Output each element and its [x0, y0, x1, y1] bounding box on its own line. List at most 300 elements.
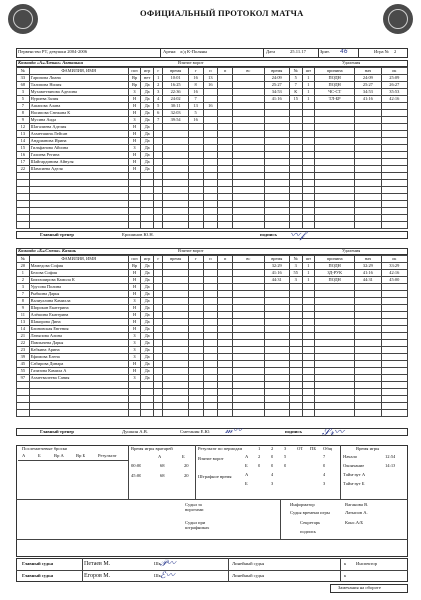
- team-b-row-cell: [218, 382, 233, 389]
- team-a-row-cell: [141, 208, 154, 215]
- period-cell: 5: [284, 455, 287, 459]
- team-a-row-cell: [163, 180, 188, 187]
- team-a-row-cell: Насипова Снежана К: [29, 110, 128, 117]
- team-b-row-cell: [315, 354, 355, 361]
- team-b-row-cell: Валиуллина Камилла: [29, 298, 128, 305]
- team-a-row-cell: 68: [17, 82, 30, 89]
- team-b-row: [17, 347, 408, 354]
- team-a-row-cell: 16: [188, 75, 203, 82]
- arena: л/д К-Поляны: [180, 50, 208, 54]
- team-b-row-cell: [153, 340, 162, 347]
- goalie-b2-2: 20: [184, 474, 189, 478]
- team-a-row-cell: [355, 159, 381, 166]
- team-a-row-cell: Галиева Регина: [29, 152, 128, 159]
- team-b-row-cell: [233, 326, 265, 333]
- team-b-row-cell: [315, 368, 355, 375]
- team-b-row-cell: [355, 361, 381, 368]
- team-b-row-cell: 39: [17, 354, 30, 361]
- team-a-row-cell: Да: [141, 131, 154, 138]
- team-b-row-cell: Да: [141, 291, 154, 298]
- main-ref-label-1: Главный судья: [22, 562, 54, 566]
- goal-judges-label: Судьи за воротами: [185, 503, 204, 512]
- team-a-row-cell: [188, 201, 203, 208]
- team-b-row-cell: 7: [17, 291, 30, 298]
- team-a-row-cell: [289, 159, 302, 166]
- team-b-row-cell: [355, 326, 381, 333]
- team-a-row-cell: 14: [17, 138, 30, 145]
- team-b-row-cell: Ахметвалеева Сания: [29, 375, 128, 382]
- team-b-row-cell: [302, 410, 315, 417]
- team-b-name: «Смена» Казань: [43, 249, 76, 253]
- team-a-row-cell: [233, 159, 265, 166]
- team-b-row-cell: [203, 298, 218, 305]
- team-b-row-cell: [153, 291, 162, 298]
- team-a-row-cell: [302, 173, 315, 180]
- team-b-row-cell: [128, 389, 141, 396]
- team-a-row-cell: [381, 159, 407, 166]
- team-b-row-cell: 1: [17, 270, 30, 277]
- team-b-row-cell: [302, 368, 315, 375]
- team-a-row-cell: [302, 159, 315, 166]
- team-a-row-cell: [218, 180, 233, 187]
- informer: Ваганова В.: [345, 503, 369, 507]
- team-b-row-cell: [188, 312, 203, 319]
- team-a-row-cell: [289, 145, 302, 152]
- team-a-row-cell: ТЛ-БР: [315, 96, 355, 103]
- team-a-row-cell: [355, 187, 381, 194]
- team-a-row-cell: [203, 222, 218, 229]
- team-a-row-cell: [218, 159, 233, 166]
- col-goal-assist1: п: [203, 68, 218, 75]
- team-b-row-cell: [218, 312, 233, 319]
- team-b-row-cell: [233, 375, 265, 382]
- team-b-row-cell: [289, 389, 302, 396]
- championship: Первенство РТ, девушки 2004-2006: [18, 50, 88, 54]
- team-b-row-cell: Да: [141, 263, 154, 270]
- team-a-row: [17, 110, 408, 117]
- team-a-row-cell: [17, 222, 30, 229]
- game-label: Игра №: [374, 50, 390, 54]
- col-goal-assist2: п: [218, 256, 233, 263]
- team-a-row-cell: Гильфанова Айсина: [29, 145, 128, 152]
- team-a-row-cell: нет: [141, 75, 154, 82]
- team-a-row-cell: [163, 222, 188, 229]
- team-a-row-cell: 22:36: [163, 89, 188, 96]
- team-a-row-cell: Да: [141, 152, 154, 159]
- col-goal-assist1: п: [203, 256, 218, 263]
- team-a-row-cell: [355, 138, 381, 145]
- team-a-row-cell: [302, 208, 315, 215]
- team-b-row-cell: [29, 396, 128, 403]
- team-a-row-cell: 34:53: [355, 89, 381, 96]
- team-b-row-cell: [355, 305, 381, 312]
- team-b-row-cell: [29, 403, 128, 410]
- team-b-row: [17, 396, 408, 403]
- team-a-row-cell: 35:53: [381, 89, 407, 96]
- team-b-row-cell: [264, 340, 289, 347]
- team-b-row-cell: [188, 354, 203, 361]
- team-b-row-cell: [141, 389, 154, 396]
- team-a-row-cell: [355, 124, 381, 131]
- team-a-row-cell: [302, 180, 315, 187]
- team-b-row-cell: [233, 396, 265, 403]
- team-b-row-cell: [188, 410, 203, 417]
- team-b-row: [17, 319, 408, 326]
- team-a-row-cell: Да: [141, 138, 154, 145]
- team-b-row: [17, 410, 408, 417]
- team-a-row-cell: [264, 166, 289, 173]
- team-b-row-cell: [218, 263, 233, 270]
- team-a-row-cell: [203, 131, 218, 138]
- team-a-row-cell: [315, 194, 355, 201]
- team-a-row-cell: [315, 201, 355, 208]
- team-a-row-cell: [355, 110, 381, 117]
- team-a-row-cell: [302, 194, 315, 201]
- team-a-row-cell: [218, 89, 233, 96]
- team-b-row-cell: [141, 403, 154, 410]
- team-b-row-cell: Н: [128, 284, 141, 291]
- team-a-row-cell: 13: [203, 75, 218, 82]
- team-a-row-cell: 26:27: [381, 82, 407, 89]
- team-b-row-cell: 44:31: [264, 277, 289, 284]
- time-row-label: Тайм-аут А: [343, 473, 366, 477]
- team-a-row-cell: [128, 208, 141, 215]
- team-b-row-cell: [153, 312, 162, 319]
- team-b-row-cell: Н: [128, 270, 141, 277]
- team-b-row-cell: З: [128, 298, 141, 305]
- team-a-row-cell: 16: [203, 82, 218, 89]
- team-b-row-cell: [218, 396, 233, 403]
- team-b-row-cell: [203, 319, 218, 326]
- team-a-row-cell: [141, 187, 154, 194]
- team-a-row-cell: [153, 201, 162, 208]
- team-b-row-cell: Да: [141, 326, 154, 333]
- team-a-row-cell: [218, 222, 233, 229]
- team-a-row-cell: [264, 145, 289, 152]
- team-b-row-cell: [355, 284, 381, 291]
- ref-2: Егоров М.: [84, 573, 111, 579]
- team-a-row-cell: Н: [128, 96, 141, 103]
- period-cell: Б: [245, 464, 248, 468]
- team-a-row-cell: 30:11: [163, 103, 188, 110]
- team-b-sign-label: подпись: [285, 430, 302, 434]
- team-b-row-cell: [289, 403, 302, 410]
- team-a-row-cell: [29, 173, 128, 180]
- team-a-row-cell: [233, 187, 265, 194]
- team-a-row-cell: Н: [128, 124, 141, 131]
- team-b-row-cell: [153, 284, 162, 291]
- team-b-row-cell: [188, 389, 203, 396]
- team-b-row: [17, 277, 408, 284]
- team-a-row-cell: Н: [128, 159, 141, 166]
- period-cell: 0: [271, 455, 274, 459]
- team-b-row-cell: [264, 326, 289, 333]
- team-b-row-cell: [128, 382, 141, 389]
- team-b-row-cell: [188, 396, 203, 403]
- team-b-row-cell: Кабкина Арина: [29, 347, 128, 354]
- team-b-row-cell: [218, 333, 233, 340]
- team-b-row-cell: [289, 347, 302, 354]
- team-a-row-cell: Да: [141, 82, 154, 89]
- team-b-row-cell: [289, 382, 302, 389]
- team-b-row-cell: [355, 410, 381, 417]
- team-b-coach-signature: 𝒮𝓇〰: [322, 427, 344, 438]
- period-cell: 0: [323, 464, 326, 468]
- team-b-row-cell: [264, 284, 289, 291]
- team-b-row-cell: [381, 382, 407, 389]
- team-a-row-cell: 42:16: [381, 96, 407, 103]
- col-play: игр: [141, 256, 154, 263]
- team-b-row-cell: [163, 319, 188, 326]
- team-a-row-cell: [17, 187, 30, 194]
- team-b-row-cell: [315, 333, 355, 340]
- team-a-row-cell: [218, 96, 233, 103]
- team-b-row-cell: 33:29: [381, 263, 407, 270]
- team-a-row-cell: [218, 187, 233, 194]
- team-a-row-cell: [233, 208, 265, 215]
- team-b-row-cell: [29, 389, 128, 396]
- team-a-row-cell: [163, 173, 188, 180]
- team-a-row-cell: [264, 138, 289, 145]
- team-a-row-cell: [289, 201, 302, 208]
- team-b-row-cell: [233, 382, 265, 389]
- team-a-sign-label: подпись: [260, 233, 277, 237]
- team-b-row-cell: [203, 312, 218, 319]
- team-a-coach-label: Главный тренер: [40, 233, 74, 237]
- team-a-row-cell: [17, 194, 30, 201]
- team-a-row-cell: [302, 201, 315, 208]
- team-a-row-cell: [163, 201, 188, 208]
- team-a-row-cell: 7: [17, 103, 30, 110]
- team-a-row-cell: [302, 124, 315, 131]
- team-b-row-cell: Да: [141, 270, 154, 277]
- informer-label: Информатор: [290, 503, 315, 507]
- team-b-row-cell: [355, 382, 381, 389]
- team-a-row-cell: [141, 215, 154, 222]
- team-a-row-cell: [163, 187, 188, 194]
- col-pen-reason: причина: [315, 68, 355, 75]
- team-b-row-cell: Блиновская Евгения: [29, 326, 128, 333]
- team-a-row-cell: [233, 194, 265, 201]
- inspector-label: Инспектор: [356, 562, 378, 566]
- team-a-row-cell: 34:53: [264, 89, 289, 96]
- team-b-row-cell: [302, 291, 315, 298]
- team-b-row-cell: 23: [17, 347, 30, 354]
- team-a-row-cell: [381, 110, 407, 117]
- team-b-row-cell: [315, 403, 355, 410]
- team-a-row-cell: [233, 131, 265, 138]
- team-b-row-cell: [302, 396, 315, 403]
- team-b-row-cell: [302, 403, 315, 410]
- team-b-row-cell: Да: [141, 305, 154, 312]
- team-b-row-cell: Латыпова Алина: [29, 333, 128, 340]
- secretary: Латыпов А.: [345, 511, 368, 515]
- team-b-row-cell: [218, 368, 233, 375]
- team-b-row-cell: [218, 291, 233, 298]
- team-a-row-cell: Вр: [128, 82, 141, 89]
- team-b-row-cell: [381, 319, 407, 326]
- team-b-row: [17, 354, 408, 361]
- team-b-row-cell: [381, 312, 407, 319]
- team-b-row-cell: [203, 333, 218, 340]
- team-a-row-cell: [218, 124, 233, 131]
- team-b-row-cell: [355, 354, 381, 361]
- team-b-row-cell: [315, 375, 355, 382]
- team-a-row-cell: [355, 166, 381, 173]
- team-a-row-cell: Н: [128, 152, 141, 159]
- team-b-row-cell: [264, 333, 289, 340]
- team-a-row-cell: [302, 103, 315, 110]
- team-a-row-cell: [203, 145, 218, 152]
- team-a-row-cell: [188, 166, 203, 173]
- team-b-row-cell: [163, 333, 188, 340]
- col-pen-reason: причина: [315, 256, 355, 263]
- team-b-row-cell: [264, 298, 289, 305]
- goalie-a1-1: 00:00: [131, 464, 142, 468]
- team-b-row-cell: [218, 340, 233, 347]
- team-b-row-cell: [381, 410, 407, 417]
- date: 25.11.17: [290, 50, 306, 54]
- team-b-row-cell: [289, 305, 302, 312]
- team-a-row-cell: [218, 166, 233, 173]
- team-b-row-cell: 8: [17, 298, 30, 305]
- spectators: 46: [340, 49, 348, 55]
- team-a-row-cell: Мухаметзянова Аделина: [29, 89, 128, 96]
- team-a-row-cell: [289, 180, 302, 187]
- team-a-row-cell: [188, 138, 203, 145]
- team-b-row-cell: Н: [128, 312, 141, 319]
- team-b-row-cell: [153, 382, 162, 389]
- team-a-row-cell: [264, 131, 289, 138]
- team-b-row-cell: [233, 277, 265, 284]
- team-a-row: [17, 124, 408, 131]
- team-a-row-cell: [163, 131, 188, 138]
- team-a-row-cell: [29, 201, 128, 208]
- team-b-row-cell: [163, 403, 188, 410]
- team-a-row-cell: [355, 145, 381, 152]
- team-a-row-cell: Н: [128, 166, 141, 173]
- team-a-row-cell: [141, 180, 154, 187]
- team-a-row-cell: [233, 117, 265, 124]
- team-b-row-cell: [188, 333, 203, 340]
- team-b-coach2-signature: 𝓂〰: [225, 426, 242, 436]
- team-b-row-cell: [188, 277, 203, 284]
- team-b-row-cell: [203, 277, 218, 284]
- team-b-row-cell: [188, 368, 203, 375]
- team-a-row-cell: [264, 103, 289, 110]
- team-a-row: [17, 103, 408, 110]
- team-b-row-cell: [153, 375, 162, 382]
- team-b-row-cell: [302, 347, 315, 354]
- team-a-row-cell: 25:27: [355, 82, 381, 89]
- team-b-row-cell: [264, 361, 289, 368]
- team-a-row-cell: [141, 173, 154, 180]
- team-a-row-cell: Да: [141, 117, 154, 124]
- team-b-row-cell: [381, 389, 407, 396]
- team-a-row-cell: Н: [128, 110, 141, 117]
- team-b-row-cell: [17, 396, 30, 403]
- team-b-row-cell: [153, 389, 162, 396]
- team-b-row-cell: [264, 375, 289, 382]
- team-b-row-cell: [188, 270, 203, 277]
- ref-2-signature: ℰ〰: [160, 571, 175, 581]
- col-goal-scorer: г: [188, 68, 203, 75]
- team-b-row: [17, 298, 408, 305]
- team-a-row-cell: [264, 180, 289, 187]
- team-b-row-cell: [289, 326, 302, 333]
- team-b-row-cell: Да: [141, 284, 154, 291]
- period-cell: 3: [323, 482, 326, 486]
- team-b-row-cell: [163, 284, 188, 291]
- game-number: 2: [394, 50, 397, 54]
- team-b-row-cell: [302, 354, 315, 361]
- team-b-row: [17, 389, 408, 396]
- team-b-row-cell: [153, 410, 162, 417]
- team-b-row-cell: 13: [17, 319, 30, 326]
- team-b-row-cell: [381, 368, 407, 375]
- team-a-row-cell: [355, 117, 381, 124]
- team-b-row-cell: [203, 361, 218, 368]
- goalie-a1-2: 45:00: [131, 474, 142, 478]
- team-a-row-cell: [29, 208, 128, 215]
- team-a-row-cell: [218, 117, 233, 124]
- team-a-row-cell: [233, 103, 265, 110]
- team-a-row-cell: [315, 180, 355, 187]
- team-b-row-cell: Да: [141, 312, 154, 319]
- team-a-row-cell: 1: [302, 82, 315, 89]
- team-b-row-cell: [218, 361, 233, 368]
- team-a-row-cell: 13: [188, 103, 203, 110]
- team-b-row-cell: 11: [17, 312, 30, 319]
- team-a-row-cell: [163, 166, 188, 173]
- team-b-row-cell: [264, 368, 289, 375]
- col-goal-time: время: [163, 68, 188, 75]
- team-b-row-cell: [188, 291, 203, 298]
- team-b-row-cell: [203, 354, 218, 361]
- team-b-row-cell: [381, 347, 407, 354]
- team-a-row-cell: Да: [141, 103, 154, 110]
- team-b-row-cell: [355, 396, 381, 403]
- team-b-row-cell: Рыбкина Дарья: [29, 291, 128, 298]
- team-a-row-cell: [218, 110, 233, 117]
- team-b-row-cell: [203, 389, 218, 396]
- team-a-row-cell: Шайгардинова Айнуля: [29, 159, 128, 166]
- col-pen-time: время: [264, 68, 289, 75]
- team-b-row-cell: [163, 291, 188, 298]
- team-a-row-cell: [289, 110, 302, 117]
- k-label-2: к: [344, 574, 347, 578]
- team-a-row-cell: З: [128, 117, 141, 124]
- team-b-row-cell: [289, 340, 302, 347]
- team-b-row-cell: [203, 347, 218, 354]
- team-a-row-cell: [153, 222, 162, 229]
- team-b-row-cell: Белова София: [29, 270, 128, 277]
- team-b-row-cell: [302, 382, 315, 389]
- period-cell: Б: [245, 482, 248, 486]
- team-a-row-cell: Нуриева Залия: [29, 96, 128, 103]
- team-a-row-cell: [315, 215, 355, 222]
- team-a-row-cell: 1: [302, 75, 315, 82]
- team-b-row-cell: 2: [17, 277, 30, 284]
- team-b-row-cell: [203, 291, 218, 298]
- line-ref-label-2: Линейный судья: [232, 574, 265, 578]
- team-a-row-cell: [29, 222, 128, 229]
- team-b-coach-label: Главный тренер: [40, 430, 74, 434]
- team-b-row-cell: 44:31: [355, 277, 381, 284]
- team-b-row-cell: [355, 319, 381, 326]
- team-b-row-cell: [233, 263, 265, 270]
- team-a-row: [17, 145, 408, 152]
